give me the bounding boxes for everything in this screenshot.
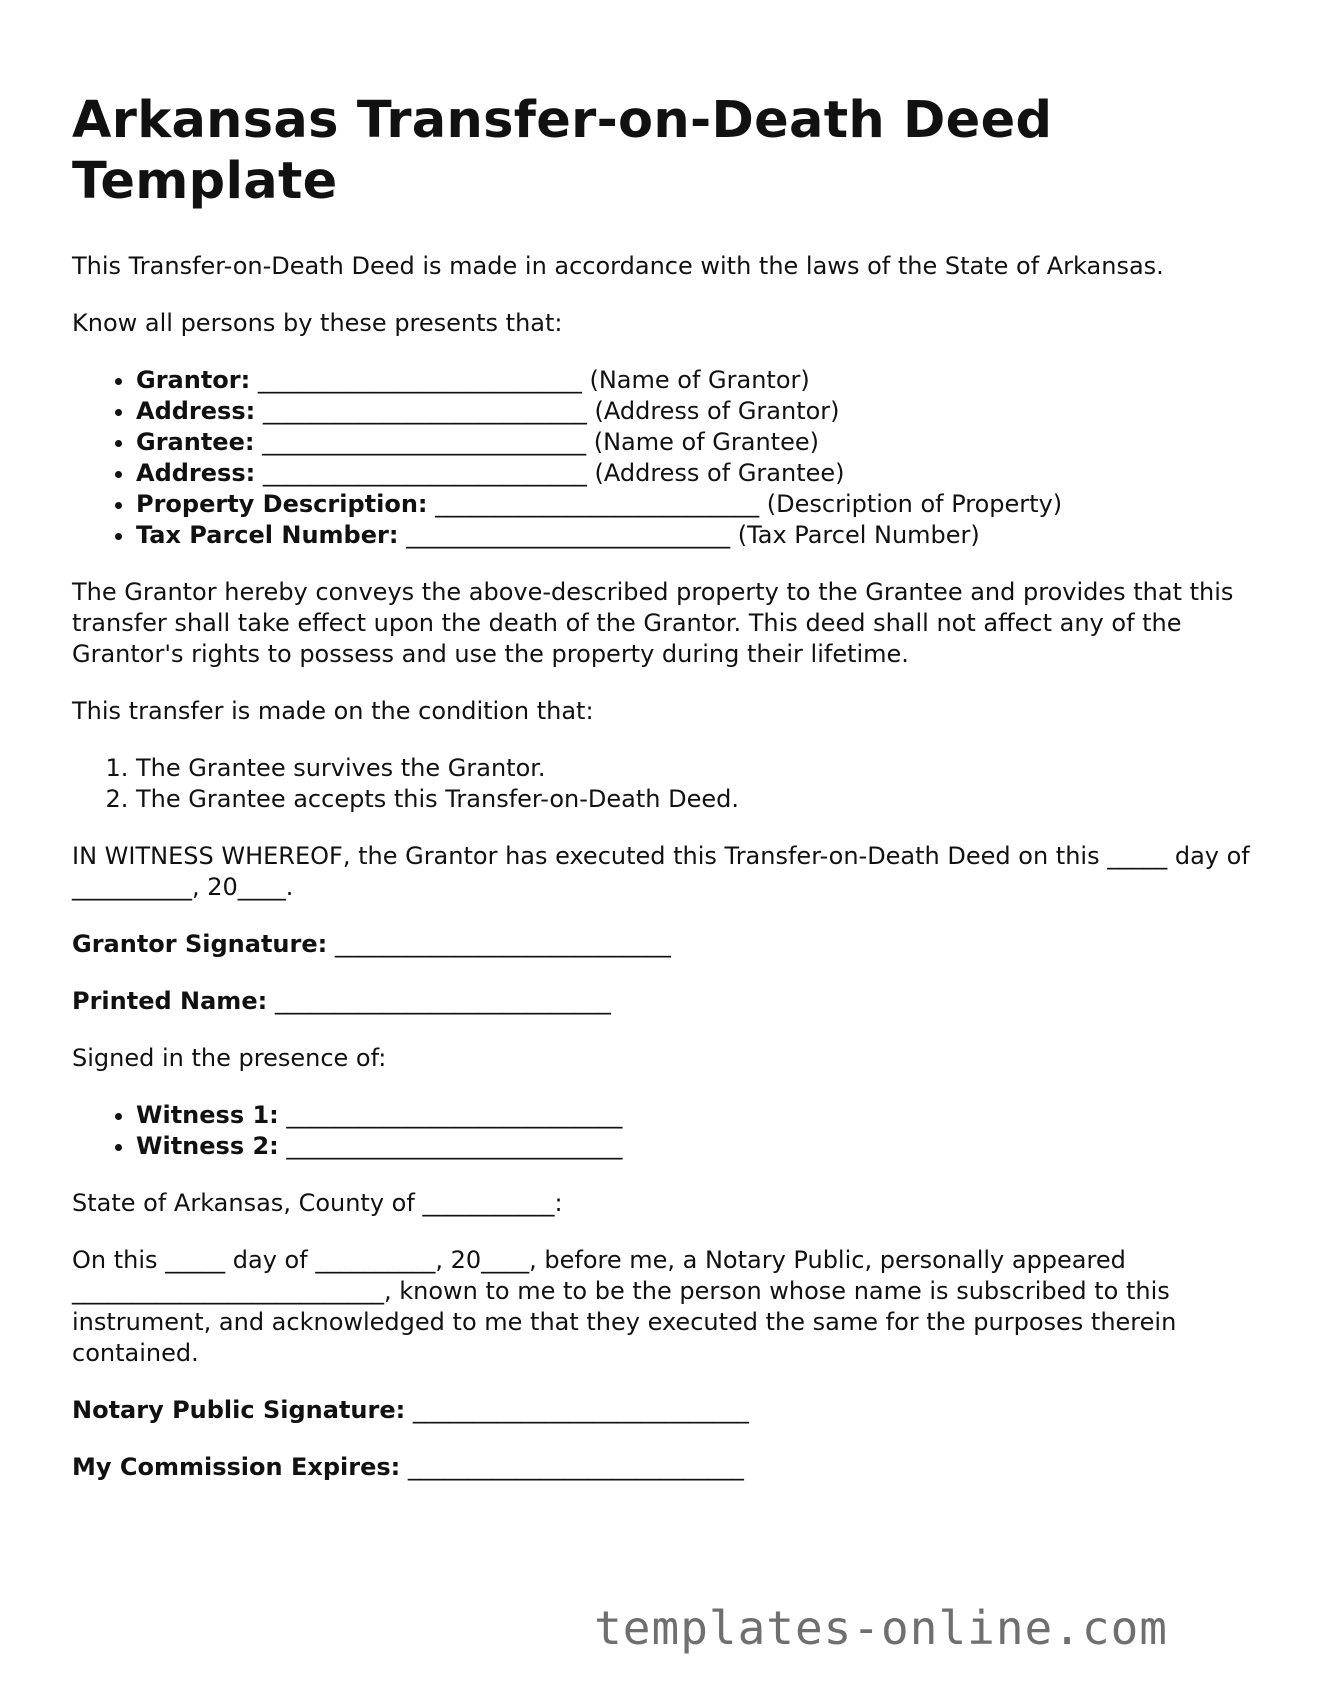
deed-document (72, 90, 1252, 1509)
condition-item: 2. The Grantee accepts this Transfer-on-Death Deed. (136, 784, 1252, 815)
commission-expires-line (72, 1452, 1252, 1483)
party-item-property-description (136, 489, 1252, 520)
witness-label: Witness 1: (136, 1101, 279, 1129)
party-label: Address: (136, 459, 256, 487)
notary-paragraph: On this _____ day of __________, 20____, before me, a Notary Public, personally appeared __________________________, known to me to be the person whose name is subscribed to this instrument, and acknowledged to me that they executed the same for the purposes therein contained. (72, 1246, 1177, 1367)
fill-blank[interactable]: ___________________________ (254, 428, 594, 456)
parties-list (72, 365, 1252, 551)
fill-blank[interactable]: ___________________________ (398, 521, 738, 549)
conditions-list (72, 753, 1252, 815)
commission-expires-label: My Commission Expires: (72, 1453, 401, 1481)
printed-name-label: Printed Name: (72, 987, 268, 1015)
grantor-signature-line (72, 929, 1252, 960)
party-hint: (Description of Property) (766, 490, 1063, 518)
party-hint: (Name of Grantor) (589, 366, 810, 394)
intro-paragraph: This Transfer-on-Death Deed is made in accordance with the laws of the State of Arkansas. (72, 252, 1164, 280)
party-label: Grantor: (136, 366, 251, 394)
notary-signature-label: Notary Public Signature: (72, 1396, 406, 1424)
know-all-paragraph: Know all persons by these presents that: (72, 309, 563, 337)
printed-name-line (72, 986, 1252, 1017)
watermark: templates-online.com (594, 1601, 1168, 1655)
witness-item (136, 1100, 1252, 1131)
party-item-tax-parcel (136, 520, 1252, 551)
party-item-grantor (136, 365, 1252, 396)
party-item-grantee-address (136, 458, 1252, 489)
notary-signature-blank[interactable]: ____________________________ (405, 1396, 749, 1424)
witness-item (136, 1131, 1252, 1162)
party-label: Tax Parcel Number: (136, 521, 399, 549)
witness-blank[interactable]: ____________________________ (278, 1101, 623, 1129)
printed-name-blank[interactable]: ____________________________ (267, 987, 611, 1015)
witnesses-list (72, 1100, 1252, 1162)
grantor-signature-blank[interactable]: ____________________________ (327, 930, 671, 958)
notary-signature-line (72, 1395, 1252, 1426)
party-item-grantor-address (136, 396, 1252, 427)
party-label: Property Description: (136, 490, 428, 518)
conveyance-paragraph: The Grantor hereby conveys the above-described property to the Grantee and provides that this transfer shall take effect upon the death of the Grantor. This deed shall not affect any of the Grantor's rights to possess and use the property during their lifetime. (72, 578, 1234, 668)
fill-blank[interactable]: ___________________________ (427, 490, 767, 518)
party-label: Address: (136, 397, 256, 425)
party-hint: (Tax Parcel Number) (737, 521, 980, 549)
witness-whereof-paragraph: IN WITNESS WHEREOF, the Grantor has executed this Transfer-on-Death Deed on this _____ day of __________, 20____. (72, 842, 1250, 901)
condition-intro: This transfer is made on the condition that: (72, 697, 594, 725)
party-item-grantee (136, 427, 1252, 458)
signed-presence-paragraph: Signed in the presence of: (72, 1044, 387, 1072)
page-title: Arkansas Transfer-on-Death Deed Template (72, 91, 1053, 211)
condition-item: 1. The Grantee survives the Grantor. (136, 753, 1252, 784)
party-hint: (Address of Grantee) (594, 459, 845, 487)
state-county-line: State of Arkansas, County of ___________: (72, 1189, 563, 1217)
commission-expires-blank[interactable]: ____________________________ (400, 1453, 744, 1481)
witness-label: Witness 2: (136, 1132, 279, 1160)
grantor-signature-label: Grantor Signature: (72, 930, 328, 958)
fill-blank[interactable]: ___________________________ (255, 397, 595, 425)
party-hint: (Name of Grantee) (593, 428, 819, 456)
party-hint: (Address of Grantor) (594, 397, 840, 425)
party-label: Grantee: (136, 428, 255, 456)
fill-blank[interactable]: ___________________________ (255, 459, 595, 487)
witness-blank[interactable]: ____________________________ (278, 1132, 623, 1160)
fill-blank[interactable]: ___________________________ (250, 366, 590, 394)
